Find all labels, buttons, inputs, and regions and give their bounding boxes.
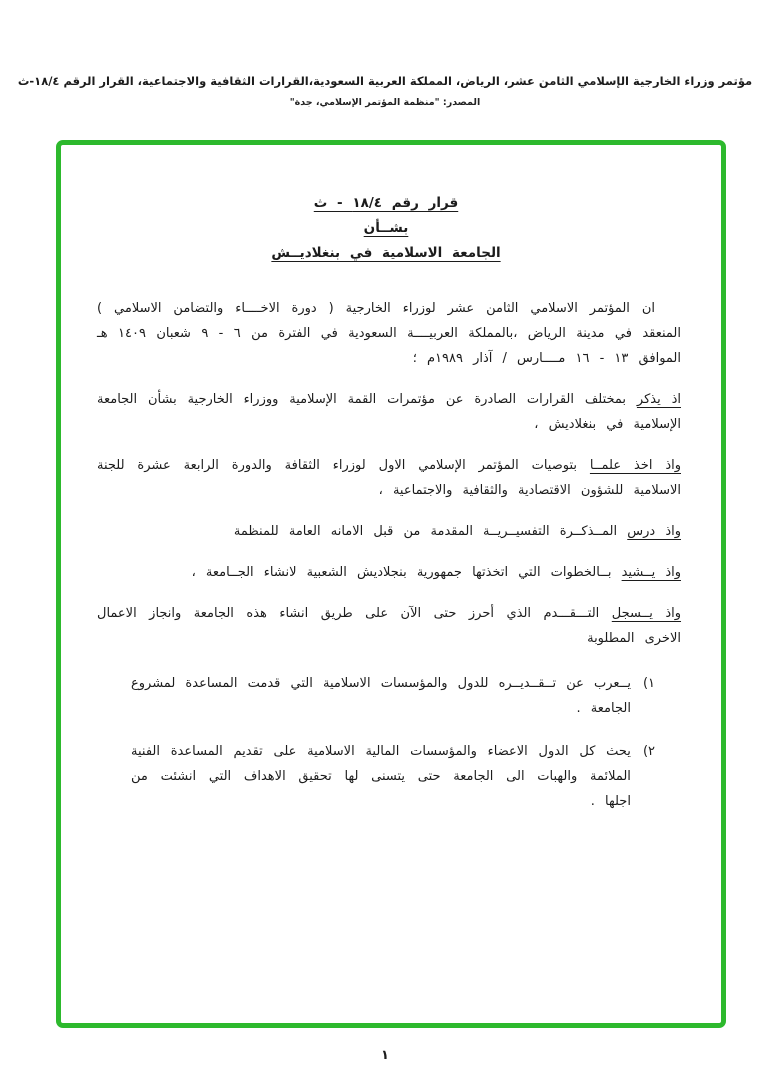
clause-lead: واذ اخذ علمــا	[589, 458, 681, 473]
operative-items	[131, 671, 655, 814]
document-citation: مؤتمر وزراء الخارجية الإسلامي الثامن عشر، الرياض، المملكة العربية السعودية،القرارات الثقافية والاجتماعية، القرار الرقم ١٨/٤-ث	[17, 74, 753, 88]
clause-text: التـــقـــدم الذي أحرز حتى الآن على طريق انشاء هذه الجامعة وانجاز الاعمال الاخرى المطلوبة	[97, 606, 681, 646]
clause-text: المــذكــرة التفسيــريــة المقدمة من قبل الامانه العامة للمنظمة	[233, 524, 618, 539]
numbered-item	[131, 671, 655, 721]
clause-paragraph	[97, 453, 681, 503]
document-frame	[56, 140, 726, 1028]
resolution-title-block	[251, 191, 521, 266]
numbered-item	[131, 739, 655, 814]
page-number: ١	[381, 1048, 389, 1063]
clause-lead: واذ درس	[627, 524, 681, 539]
clause-lead: واذ يــشيد	[621, 565, 681, 580]
item-number: ١)	[642, 676, 655, 691]
clause-paragraph	[97, 560, 681, 585]
resolution-body	[97, 296, 681, 814]
clause-paragraph	[97, 519, 681, 544]
clause-paragraph	[97, 387, 681, 437]
item-text: يــعرب عن تــقــديــره للدول والمؤسسات الاسلامية التي قدمت المساعدة لمشروع الجامعة .	[131, 676, 631, 716]
document-source: المصدر: "منظمة المؤتمر الإسلامي، جدة"	[289, 97, 481, 108]
clause-paragraph	[97, 601, 681, 651]
resolution-number-title: قرار رقم ١٨/٤ - ث	[313, 195, 459, 211]
resolution-subject-title: الجامعة الاسلامية في بنغلاديــش	[271, 245, 501, 261]
clause-text: بــالخطوات التي اتخذتها جمهورية بنجلاديش الشعبية لانشاء الجــامعة ،	[191, 565, 612, 580]
clause-text: بتوصيات المؤتمر الإسلامي الاول لوزراء الثقافة والدورة الرابعة عشرة للجنة الاسلامية للشؤون الاقتصادية والثقافية والاجتماعية ،	[97, 458, 681, 498]
clause-lead: اذ يذكر	[636, 392, 681, 407]
resolution-subject-label: بشــأن	[363, 220, 409, 236]
preamble-paragraph: ان المؤتمر الاسلامي الثامن عشر لوزراء الخارجية ( دورة الاخــــاء والتضامن الاسلامي ) المنعقد في مدينة الرياض ،بالمملكة العربيــــة السعودية في الفترة من ٦ - ٩ شعبان ١٤٠٩ هـ الموافق ١٣ - ١٦ مــــارس / آذار ١٩٨٩م ؛	[97, 301, 681, 366]
clause-text: بمختلف القرارات الصادرة عن مؤتمرات القمة الإسلامية ووزراء الخارجية بشأن الجامعة الإسلامية في بنغلاديش ،	[97, 392, 681, 432]
clause-lead: واذ يــسجل	[611, 606, 682, 621]
item-text: يحث كل الدول الاعضاء والمؤسسات المالية الاسلامية على تقديم المساعدة الفنية الملائمة والهبات الى الجامعة حتى يتسنى لها تحقيق الاهداف التي انشئت من اجلها .	[131, 744, 631, 809]
item-number: ٢)	[642, 744, 655, 759]
citation-header	[0, 0, 770, 108]
